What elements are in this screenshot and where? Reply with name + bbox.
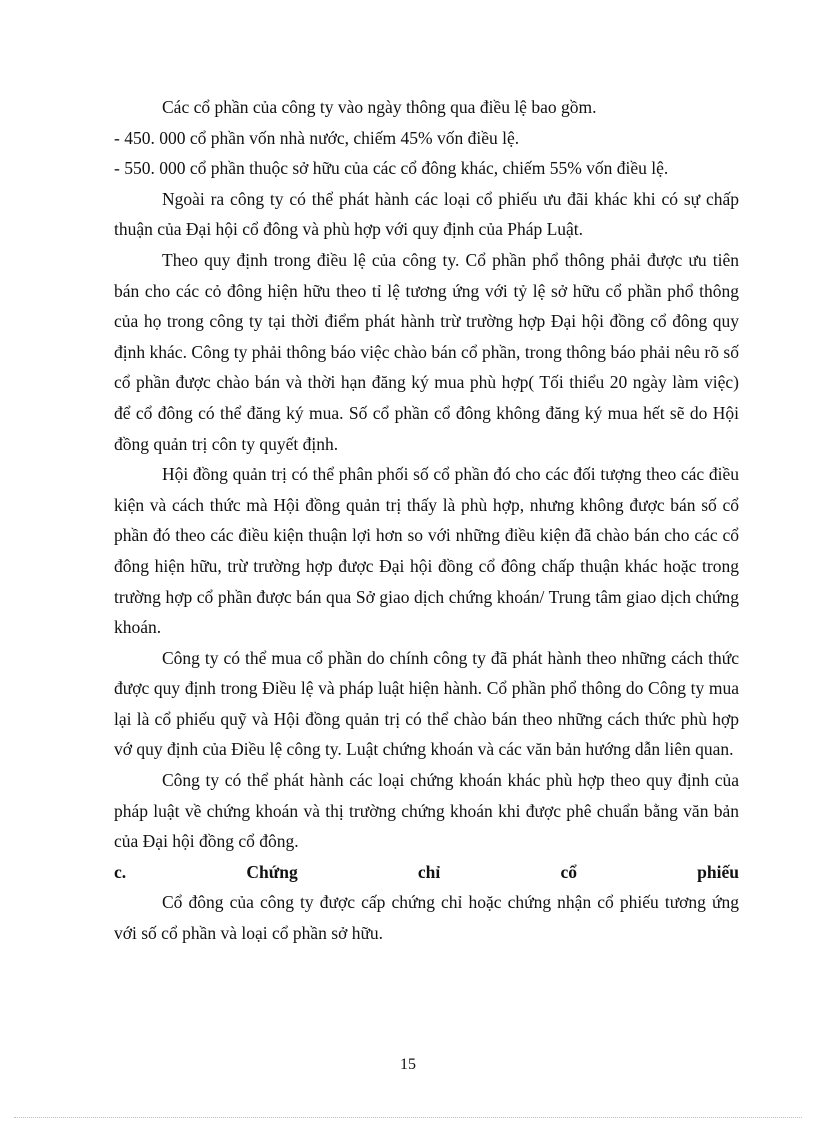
other-securities-paragraph: Công ty có thể phát hành các loại chứng khoán khác phù hợp theo quy định của pháp luật về chứng khoán và thị trường chứng khoán khi được phê chuẩn bằng văn bản của Đại hội đồng cổ đông. <box>114 770 739 852</box>
section-heading: c. Chứng chỉ cổ phiếu <box>114 861 739 882</box>
treasury-shares-paragraph: Công ty có thể mua cổ phần do chính công ty đã phát hành theo những cách thức được quy định trong Điều lệ và pháp luật hiện hành. Cổ phần phổ thông do Công ty mua lại là cổ phiếu quỹ và Hội đồng quản trị có thể chào bán theo những cách thức phù hợp vớ quy định của Điều lệ công ty. Luật chứng khoán và các văn bản hướng dẫn liên quan. <box>114 647 739 760</box>
footer-divider <box>14 1117 802 1118</box>
page-number: 15 <box>400 1056 416 1073</box>
intro-paragraph: Các cổ phần của công ty vào ngày thông qua điều lệ bao gồm. <box>162 97 597 117</box>
certificate-paragraph: Cổ đông của công ty được cấp chứng chỉ hoặc chứng nhận cổ phiếu tương ứng với số cổ phần và loại cổ phần sở hữu. <box>114 892 739 944</box>
preferred-shares-paragraph: Ngoài ra công ty có thể phát hành các loại cổ phiếu ưu đãi khác khi có sự chấp thuận của Đại hội cổ đông và phù hợp với quy định của Pháp Luật. <box>114 188 739 240</box>
state-capital-item: - 450. 000 cổ phần vốn nhà nước, chiếm 45% vốn điều lệ. <box>114 127 520 148</box>
other-shareholders-item: - 550. 000 cổ phần thuộc sở hữu của các cổ đông khác, chiếm 55% vốn điều lệ. <box>114 158 669 179</box>
board-distribution-paragraph: Hội đồng quản trị có thể phân phối số cổ phần đó cho các đối tượng theo các điều kiện và cách thức mà Hội đồng quản trị thấy là phù hợp, nhưng không được bán số cổ phần đó theo các điều kiện thuận lợi hơn so với những điều kiện đã chào bán cho các cổ đông hiện hữu, trừ trường hợp được Đại hội đồng cổ đông chấp thuận khác hoặc trong trường hợp cổ phần được bán qua Sở giao dịch chứng khoán/ Trung tâm giao dịch chứng khoán. <box>114 464 739 638</box>
body-text <box>114 92 739 949</box>
common-shares-paragraph: Theo quy định trong điều lệ của công ty. Cổ phần phổ thông phải được ưu tiên bán cho các cỏ đông hiện hữu theo tỉ lệ tương ứng với tỷ lệ sở hữu cổ phần phổ thông của họ trong công ty tại thời điểm phát hành trừ trường hợp Đại hội đồng cổ đông quy định khác. Công ty phải thông báo việc chào bán cổ phần, trong thông báo phải nêu rõ số cổ phần được chào bán và thời hạn đăng ký mua phù hợp( Tối thiểu 20 ngày làm việc) để cổ đông có thể đăng ký mua. Số cổ phần cổ đông không đăng ký mua hết sẽ do Hội đồng quản trị côn ty quyết định. <box>114 249 739 454</box>
